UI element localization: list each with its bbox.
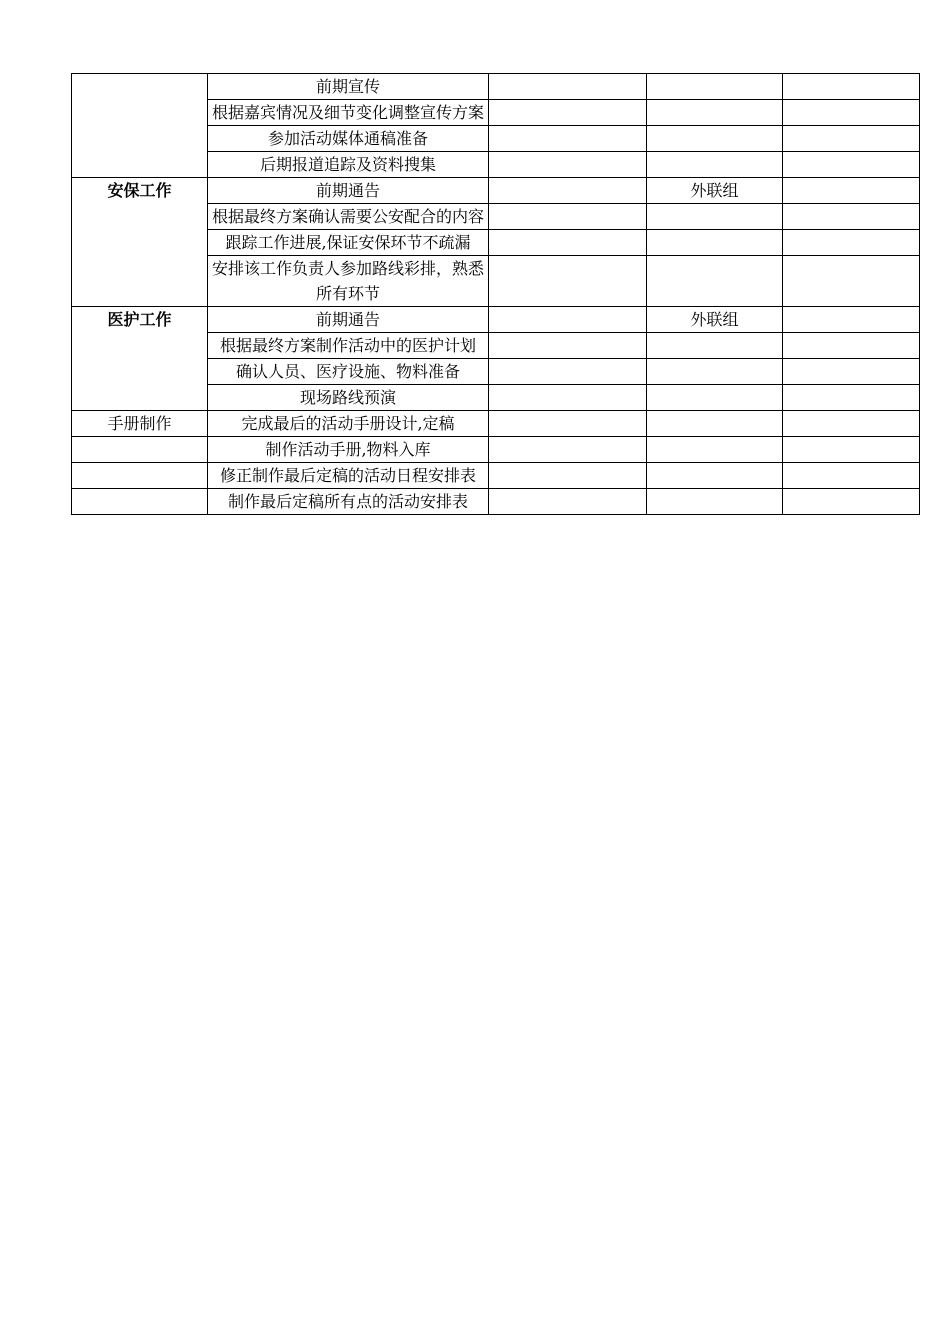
empty-cell [489,463,647,489]
empty-cell [783,489,920,515]
category-cell [72,489,208,515]
empty-cell [783,100,920,126]
activity-plan-table [71,73,920,515]
table-row [72,411,920,437]
group-cell [647,126,783,152]
empty-cell [489,256,647,307]
task-cell: 跟踪工作进展,保证安保环节不疏漏 [208,230,489,256]
empty-cell [489,385,647,411]
group-cell [647,333,783,359]
empty-cell [489,178,647,204]
empty-cell [783,307,920,333]
task-cell: 完成最后的活动手册设计,定稿 [208,411,489,437]
empty-cell [783,359,920,385]
empty-cell [489,333,647,359]
task-cell: 参加活动媒体通稿准备 [208,126,489,152]
group-cell [647,359,783,385]
empty-cell [783,152,920,178]
empty-cell [489,411,647,437]
task-cell: 现场路线预演 [208,385,489,411]
group-cell [647,256,783,307]
empty-cell [489,230,647,256]
task-cell: 制作最后定稿所有点的活动安排表 [208,489,489,515]
empty-cell [783,437,920,463]
task-cell: 根据最终方案制作活动中的医护计划 [208,333,489,359]
task-cell: 制作活动手册,物料入库 [208,437,489,463]
category-cell [72,463,208,489]
empty-cell [783,230,920,256]
empty-cell [489,204,647,230]
empty-cell [783,204,920,230]
table-row [72,307,920,333]
empty-cell [489,307,647,333]
task-cell: 根据嘉宾情况及细节变化调整宣传方案 [208,100,489,126]
task-cell: 前期通告 [208,178,489,204]
empty-cell [783,178,920,204]
task-cell: 修正制作最后定稿的活动日程安排表 [208,463,489,489]
category-cell-handbook: 手册制作 [72,411,208,437]
category-cell [72,437,208,463]
empty-cell [783,385,920,411]
task-cell: 后期报道追踪及资料搜集 [208,152,489,178]
group-cell [647,100,783,126]
empty-cell [783,463,920,489]
task-cell: 根据最终方案确认需要公安配合的内容 [208,204,489,230]
empty-cell [783,74,920,100]
category-cell [72,74,208,178]
empty-cell [489,100,647,126]
group-cell: 外联组 [647,307,783,333]
task-cell: 确认人员、医疗设施、物料准备 [208,359,489,385]
group-cell [647,437,783,463]
table-row [72,178,920,204]
table-row [72,74,920,100]
task-cell: 安排该工作负责人参加路线彩排，熟悉所有环节 [208,256,489,307]
empty-cell [489,489,647,515]
empty-cell [489,74,647,100]
group-cell [647,489,783,515]
empty-cell [489,126,647,152]
empty-cell [783,333,920,359]
table-row [72,437,920,463]
table-row [72,489,920,515]
empty-cell [489,359,647,385]
empty-cell [783,256,920,307]
empty-cell [783,126,920,152]
table-row [72,463,920,489]
category-cell-security: 安保工作 [72,178,208,307]
group-cell [647,463,783,489]
group-cell [647,385,783,411]
empty-cell [489,152,647,178]
empty-cell [783,411,920,437]
empty-cell [489,437,647,463]
task-cell: 前期宣传 [208,74,489,100]
group-cell [647,152,783,178]
group-cell [647,204,783,230]
group-cell [647,74,783,100]
group-cell [647,230,783,256]
category-cell-medical: 医护工作 [72,307,208,411]
group-cell [647,411,783,437]
task-cell: 前期通告 [208,307,489,333]
group-cell: 外联组 [647,178,783,204]
